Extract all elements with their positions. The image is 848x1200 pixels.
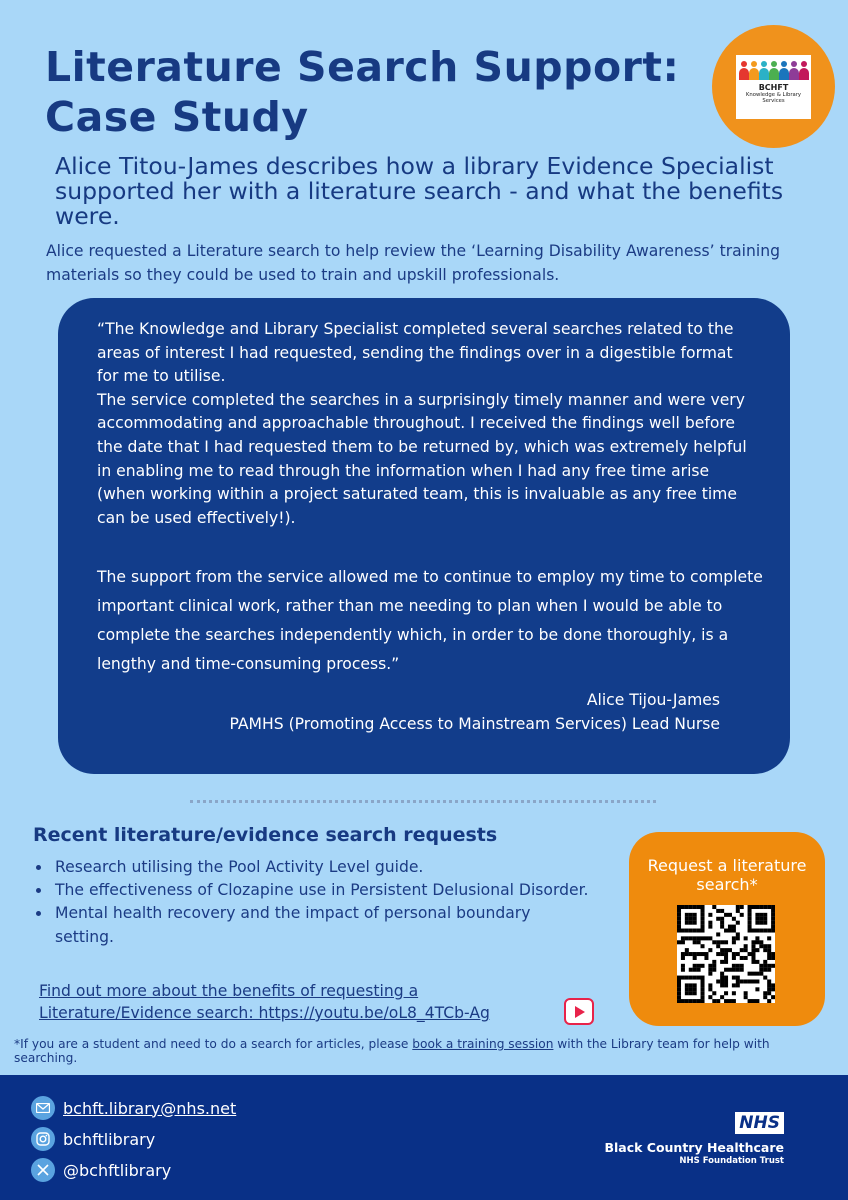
- youtube-link-line2: Literature/Evidence search: https://youtu.be/oL8_4TCb-Ag: [39, 1004, 490, 1022]
- quote-paragraph-1-line-2: The service completed the searches in a surprisingly timely manner and were very accommodating and approachable throughout. I received the findings well before the date that I had requested them to be returned by, which was extremely helpful in enabling me to read through the information when I had any free time arise (when working within a project saturated team, this is invaluable as any free time can be used effectively!).: [97, 390, 747, 527]
- footer: [0, 1075, 848, 1200]
- logo-title: BCHFT: [758, 83, 789, 92]
- list-item: Research utilising the Pool Activity Level guide.: [34, 856, 594, 879]
- footnote-before: *If you are a student and need to do a search for articles, please: [14, 1037, 413, 1051]
- person-figure-icon: [759, 61, 768, 81]
- logo-subtitle: Knowledge & Library Services: [745, 92, 802, 104]
- instagram-contact[interactable]: [31, 1126, 155, 1152]
- person-figure-icon: [799, 61, 808, 81]
- person-figure-icon: [749, 61, 758, 81]
- nhs-trust-name: NHS Foundation Trust: [679, 1156, 784, 1166]
- book-training-session-link[interactable]: book a training session: [412, 1037, 554, 1051]
- quote-author-role: PAMHS (Promoting Access to Mainstream Services) Lead Nurse: [229, 715, 720, 733]
- page-subtitle: Alice Titou-James describes how a library Evidence Specialist supported her with a literature search - and what the benefits were.: [55, 152, 784, 230]
- qr-code-graphic: [677, 905, 775, 1003]
- recent-requests-heading: Recent literature/evidence search requests: [33, 824, 498, 846]
- email-icon: [31, 1096, 55, 1120]
- student-footnote: [14, 1037, 834, 1065]
- email-address[interactable]: bchft.library@nhs.net: [63, 1098, 237, 1118]
- email-contact[interactable]: [31, 1095, 236, 1121]
- youtube-benefits-link[interactable]: [39, 980, 569, 1024]
- person-figure-icon: [779, 61, 788, 81]
- nhs-logo: NHS: [735, 1112, 784, 1134]
- x-contact[interactable]: [31, 1157, 171, 1183]
- page-title-line2: Case Study: [45, 93, 309, 141]
- page-title-line1: Literature Search Support:: [45, 43, 680, 91]
- instagram-handle: bchftlibrary: [63, 1129, 156, 1149]
- quote-paragraph-1: [97, 318, 747, 530]
- nhs-trust-logo: [604, 1112, 784, 1166]
- person-figure-icon: [739, 61, 748, 81]
- page-title: [45, 42, 725, 142]
- list-item: Mental health recovery and the impact of personal boundary setting.: [34, 902, 594, 948]
- youtube-play-icon[interactable]: [564, 998, 594, 1025]
- testimonial-quote-box: [58, 298, 790, 774]
- quote-paragraph-2: The support from the service allowed me to continue to employ my time to complete important clinical work, rather than me needing to plan when I would be able to complete the searches independently which, in order to be done thoroughly, is a lengthy and time-consuming process.”: [97, 568, 763, 673]
- list-item: The effectiveness of Clozapine use in Persistent Delusional Disorder.: [34, 879, 594, 902]
- footnote-after: with the Library team for help with searching.: [14, 1037, 770, 1065]
- request-literature-search-box[interactable]: [629, 832, 825, 1026]
- person-figure-icon: [769, 61, 778, 81]
- people-icon: [736, 59, 811, 81]
- bchft-library-logo: [712, 25, 835, 148]
- x-handle: @bchftlibrary: [63, 1160, 172, 1180]
- x-icon: [31, 1158, 55, 1182]
- person-figure-icon: [789, 61, 798, 81]
- intro-text: Alice requested a Literature search to help review the ‘Learning Disability Awareness’ training materials so they could be used to train and upskill professionals.: [46, 242, 780, 284]
- instagram-icon: [31, 1127, 55, 1151]
- youtube-link-line1: Find out more about the benefits of requesting a: [39, 982, 419, 1000]
- quote-author: Alice Tijou-James: [586, 691, 720, 709]
- nhs-org-name: Black Country Healthcare: [604, 1140, 784, 1155]
- request-search-label: Request a literature search*: [647, 856, 807, 894]
- recent-requests-list: [34, 856, 594, 949]
- qr-code-icon[interactable]: [677, 905, 775, 1003]
- dotted-divider: [190, 800, 656, 803]
- quote-paragraph-1-line-1: “The Knowledge and Library Specialist completed several searches related to the areas of interest I had requested, sending the findings over in a digestible format for me to utilise.: [97, 320, 734, 386]
- logo-card: [736, 55, 811, 119]
